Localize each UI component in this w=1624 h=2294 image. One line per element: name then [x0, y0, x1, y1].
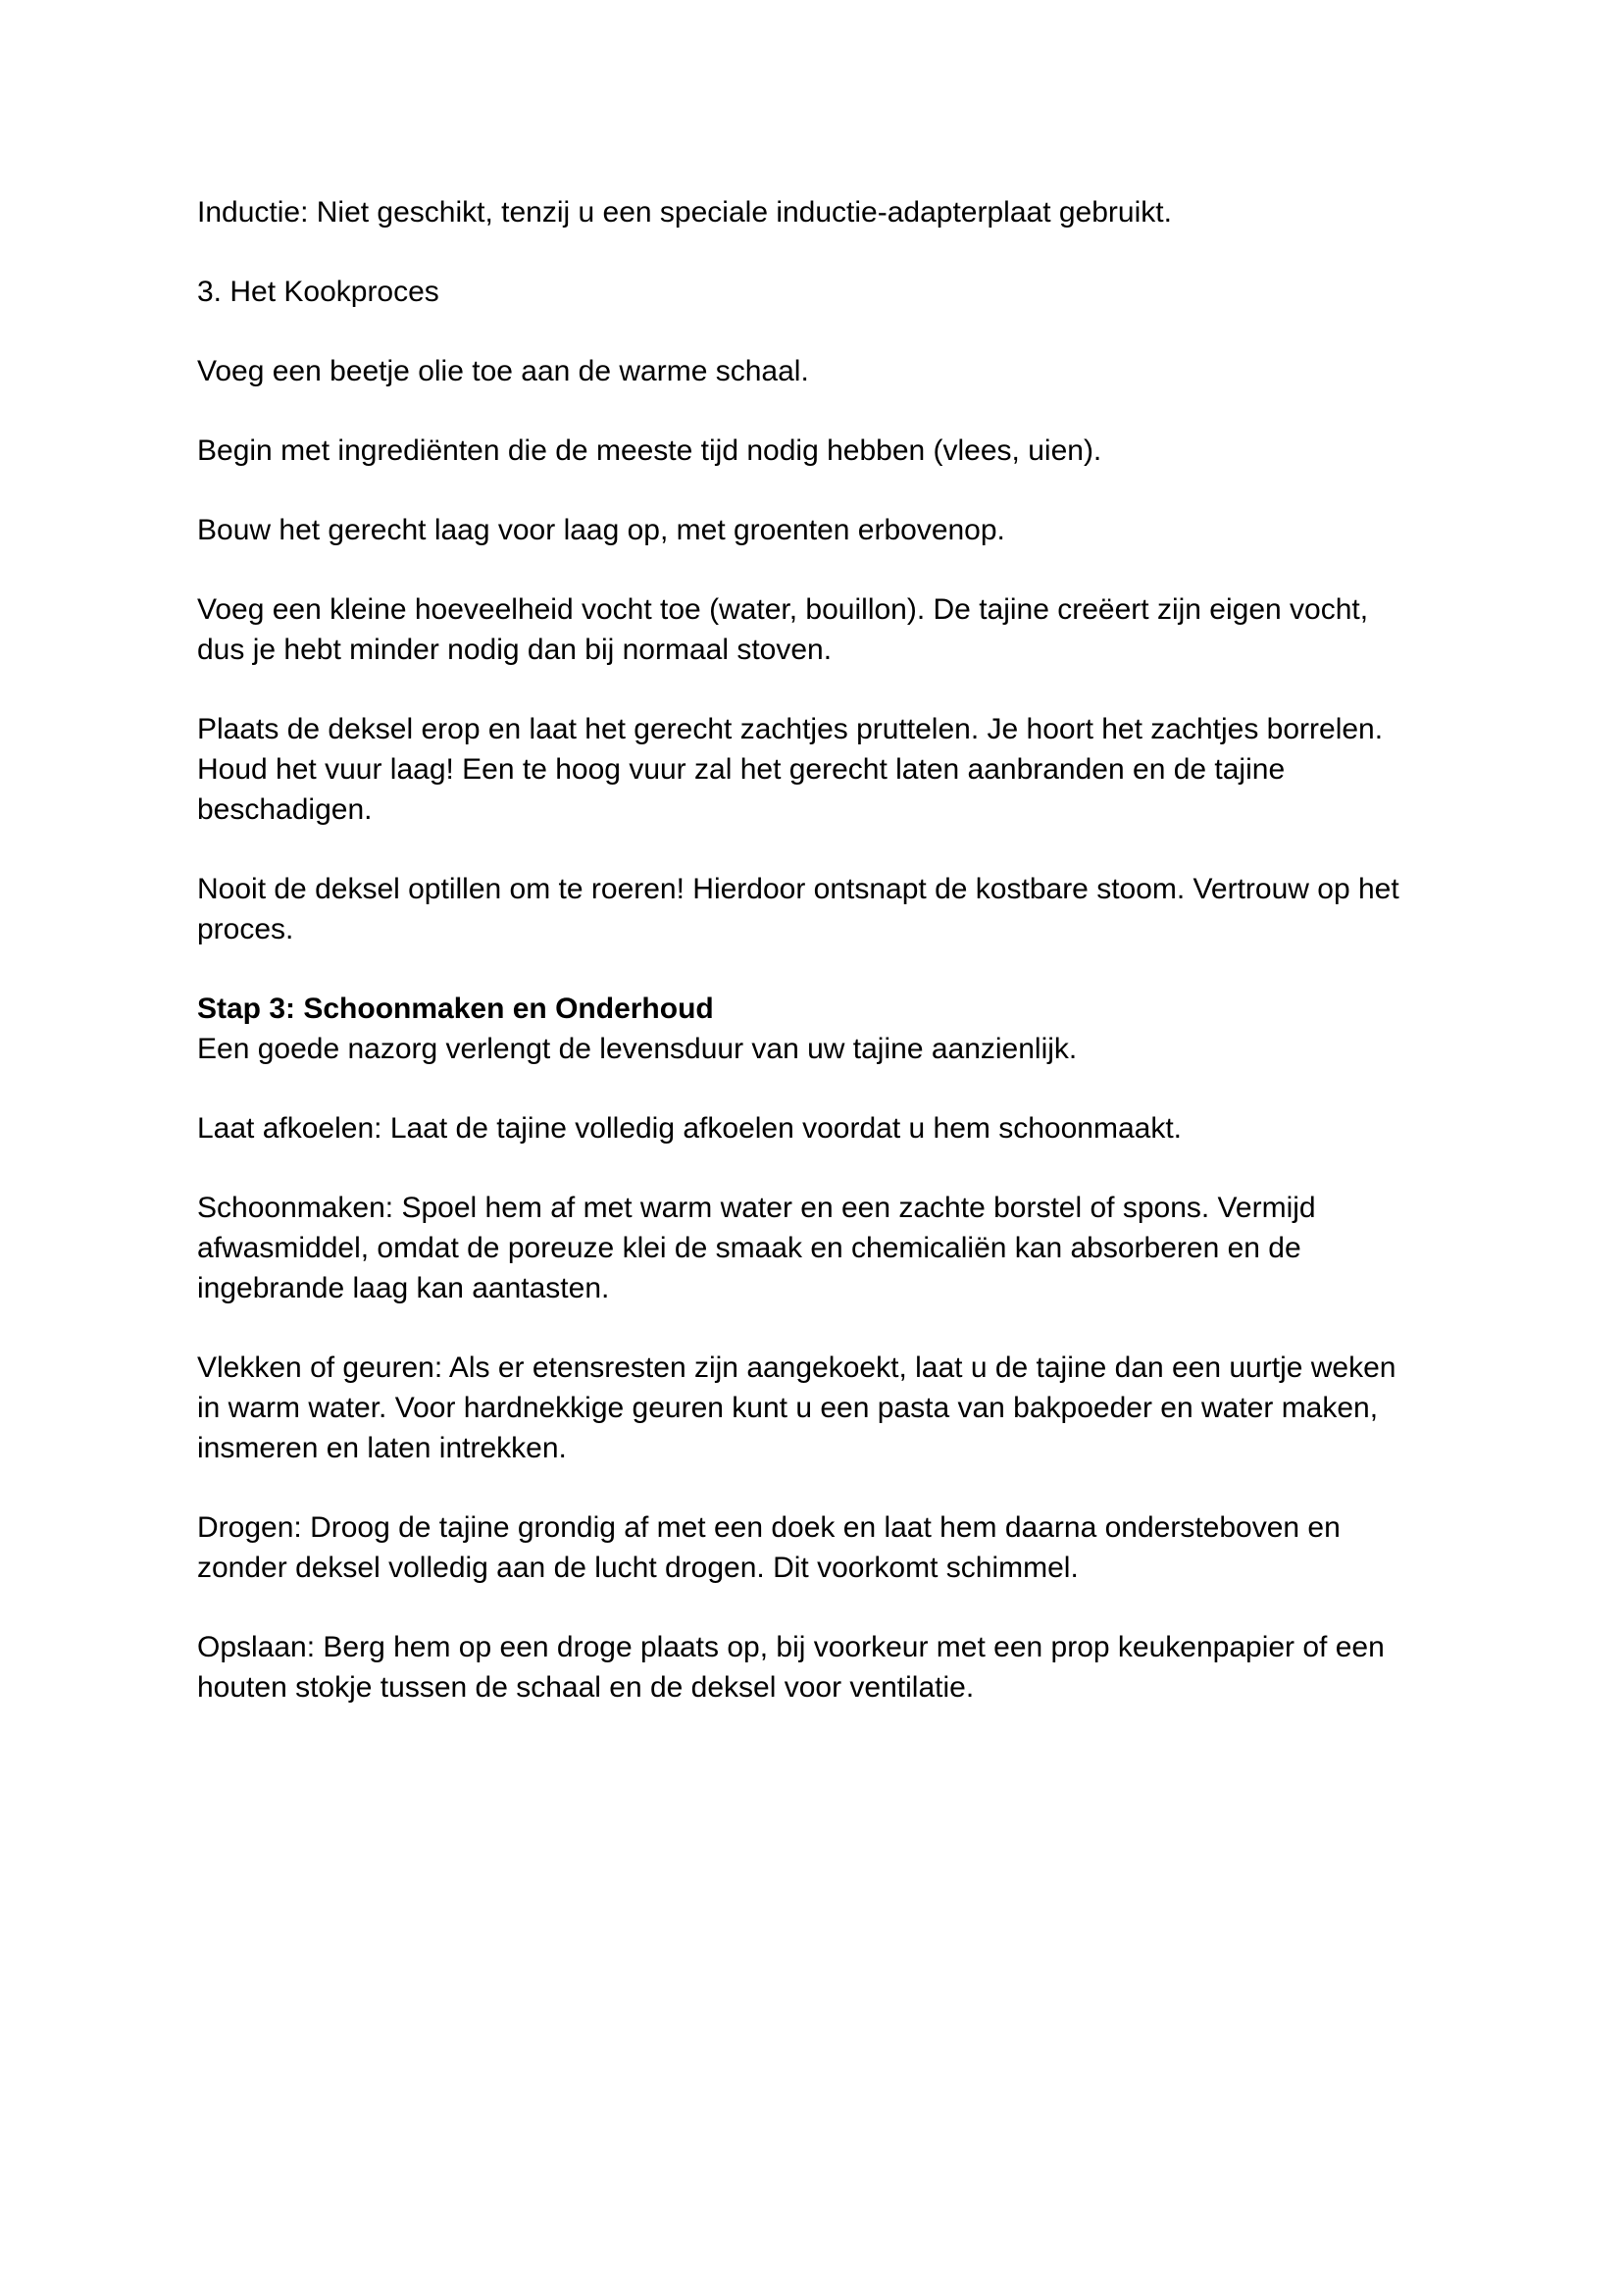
text-line: zonder deksel volledig aan de lucht drogen. Dit voorkomt schimmel.: [197, 1552, 1079, 1584]
paragraph-laag: [197, 510, 1443, 550]
document-content: [197, 192, 1443, 1747]
text-line: Laat afkoelen: Laat de tajine volledig afkoelen voordat u hem schoonmaakt.: [197, 1112, 1183, 1145]
text-line: Plaats de deksel erop en laat het gerecht zachtjes pruttelen. Je hoort het zachtjes borrelen.: [197, 713, 1384, 745]
section-heading: Stap 3: Schoonmaken en Onderhoud: [197, 993, 714, 1025]
paragraph-deksel: [197, 709, 1443, 830]
text-line: dus je hebt minder nodig dan bij normaal stoven.: [197, 634, 833, 666]
paragraph-schoonmaken: [197, 1188, 1443, 1308]
text-line: Schoonmaken: Spoel hem af met warm water en een zachte borstel of spons. Vermijd: [197, 1192, 1316, 1224]
text-line: Opslaan: Berg hem op een droge plaats op, bij voorkeur met een prop keukenpapier of een: [197, 1631, 1385, 1663]
text-line: in warm water. Voor hardnekkige geuren kunt u een pasta van bakpoeder en water maken,: [197, 1392, 1379, 1424]
text-line: Drogen: Droog de tajine grondig af met een doek en laat hem daarna ondersteboven en: [197, 1511, 1341, 1544]
text-line: Voeg een beetje olie toe aan de warme schaal.: [197, 355, 809, 387]
text-line: Begin met ingrediënten die de meeste tijd nodig hebben (vlees, uien).: [197, 434, 1102, 467]
paragraph-opslaan: [197, 1627, 1443, 1708]
text-line: proces.: [197, 913, 294, 945]
text-line: Vlekken of geuren: Als er etensresten zijn aangekoekt, laat u de tajine dan een uurtje weken: [197, 1351, 1396, 1384]
paragraph-kookproces-title: [197, 272, 1443, 312]
paragraph-olie: [197, 351, 1443, 391]
paragraph-drogen: [197, 1507, 1443, 1588]
text-line: Bouw het gerecht laag voor laag op, met groenten erbovenop.: [197, 514, 1005, 546]
text-line: 3. Het Kookproces: [197, 276, 439, 308]
paragraph-nooit: [197, 869, 1443, 949]
text-line: Houd het vuur laag! Een te hoog vuur zal het gerecht laten aanbranden en de tajine: [197, 753, 1286, 786]
text-line: houten stokje tussen de schaal en de deksel voor ventilatie.: [197, 1671, 975, 1704]
section-intro: [197, 1029, 1443, 1069]
text-line: Voeg een kleine hoeveelheid vocht toe (water, bouillon). De tajine creëert zijn eigen vocht,: [197, 593, 1369, 626]
paragraph-vocht: [197, 589, 1443, 670]
text-line: ingebrande laag kan aantasten.: [197, 1272, 610, 1304]
paragraph-vlekken: [197, 1348, 1443, 1468]
paragraph-afkoelen: [197, 1108, 1443, 1148]
text-line: Nooit de deksel optillen om te roeren! Hierdoor ontsnapt de kostbare stoom. Vertrouw op het: [197, 873, 1399, 905]
text-line: insmeren en laten intrekken.: [197, 1432, 567, 1464]
text-line: beschadigen.: [197, 793, 373, 826]
text-line: Inductie: Niet geschikt, tenzij u een speciale inductie-adapterplaat gebruikt.: [197, 196, 1172, 229]
paragraph-ingredienten: [197, 431, 1443, 471]
text-line: afwasmiddel, omdat de poreuze klei de smaak en chemicaliën kan absorberen en de: [197, 1232, 1301, 1264]
text-line: Een goede nazorg verlengt de levensduur van uw tajine aanzienlijk.: [197, 1033, 1078, 1065]
paragraph-inductie: [197, 192, 1443, 232]
